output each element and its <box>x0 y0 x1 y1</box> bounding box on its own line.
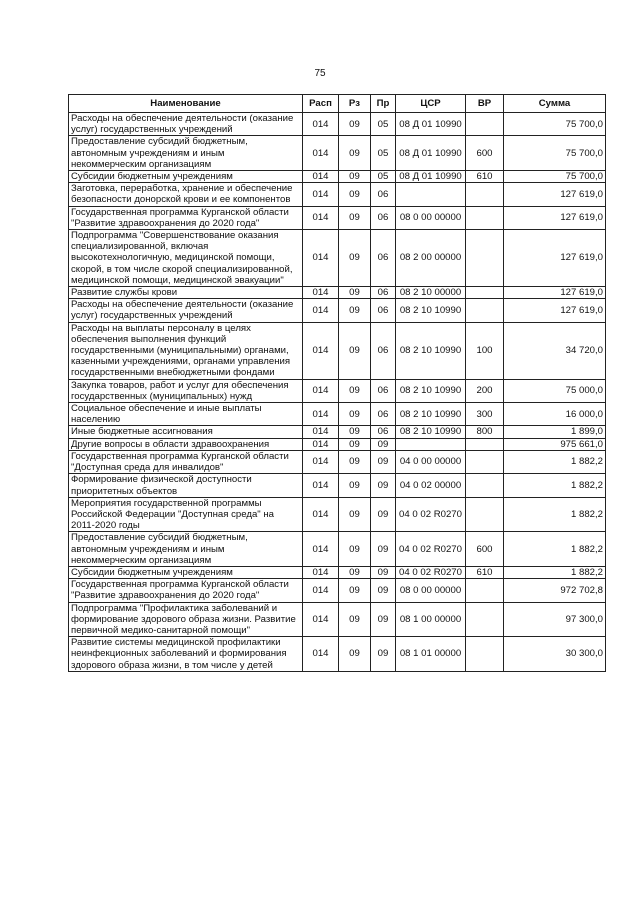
row-name: Расходы на выплаты персоналу в целях обеспечения выполнения функций государственными (муниципальными) органами, казенными учреждениями, органами управления государственными внебюджетными фондами <box>69 322 303 379</box>
row-sum: 30 300,0 <box>504 637 606 672</box>
row-rasp: 014 <box>303 230 339 287</box>
row-sum: 127 619,0 <box>504 206 606 229</box>
row-vr <box>466 450 504 473</box>
row-sum: 34 720,0 <box>504 322 606 379</box>
row-csr <box>396 183 466 206</box>
row-csr: 04 0 02 R0270 <box>396 532 466 567</box>
page-number: 75 <box>314 68 326 79</box>
row-rz: 09 <box>339 230 371 287</box>
row-rz: 09 <box>339 322 371 379</box>
row-sum: 1 882,2 <box>504 474 606 497</box>
table-row <box>69 438 606 450</box>
row-csr: 08 0 00 00000 <box>396 206 466 229</box>
row-rasp: 014 <box>303 136 339 171</box>
row-rasp: 014 <box>303 403 339 426</box>
row-vr <box>466 183 504 206</box>
row-vr: 800 <box>466 426 504 438</box>
row-name: Государственная программа Курганской области "Развитие здравоохранения до 2020 года" <box>69 579 303 602</box>
row-pr: 05 <box>371 136 396 171</box>
row-rz: 09 <box>339 637 371 672</box>
row-pr: 09 <box>371 579 396 602</box>
row-pr: 09 <box>371 450 396 473</box>
header-csr: ЦСР <box>396 95 466 113</box>
row-rasp: 014 <box>303 426 339 438</box>
row-name: Предоставление субсидий бюджетным, автономным учреждениям и иным некоммерческим организациям <box>69 136 303 171</box>
row-rasp: 014 <box>303 450 339 473</box>
row-csr: 08 Д 01 10990 <box>396 171 466 183</box>
row-rasp: 014 <box>303 438 339 450</box>
row-pr: 09 <box>371 497 396 532</box>
row-csr: 08 2 00 00000 <box>396 230 466 287</box>
row-name: Иные бюджетные ассигнования <box>69 426 303 438</box>
row-name: Мероприятия государственной программы Российской Федерации "Доступная среда" на 2011-2020 годы <box>69 497 303 532</box>
row-sum: 127 619,0 <box>504 230 606 287</box>
row-name: Подпрограмма "Профилактика заболеваний и формирование здорового образа жизни. Развитие первичной медико-санитарной помощи" <box>69 602 303 637</box>
header-sum: Сумма <box>504 95 606 113</box>
row-name: Другие вопросы в области здравоохранения <box>69 438 303 450</box>
row-vr: 600 <box>466 532 504 567</box>
row-name: Предоставление субсидий бюджетным, автономным учреждениям и иным некоммерческим организациям <box>69 532 303 567</box>
row-sum: 75 700,0 <box>504 171 606 183</box>
row-rasp: 014 <box>303 532 339 567</box>
row-csr: 04 0 02 00000 <box>396 474 466 497</box>
header-vr: ВР <box>466 95 504 113</box>
row-csr: 04 0 02 R0270 <box>396 497 466 532</box>
row-csr: 08 2 10 10990 <box>396 403 466 426</box>
row-rz: 09 <box>339 299 371 322</box>
row-csr: 08 1 01 00000 <box>396 637 466 672</box>
row-sum: 97 300,0 <box>504 602 606 637</box>
row-rasp: 014 <box>303 299 339 322</box>
row-sum: 1 899,0 <box>504 426 606 438</box>
row-rz: 09 <box>339 438 371 450</box>
row-sum: 1 882,2 <box>504 497 606 532</box>
row-rz: 09 <box>339 450 371 473</box>
row-vr: 600 <box>466 136 504 171</box>
table-row <box>69 299 606 322</box>
row-pr: 06 <box>371 183 396 206</box>
table-row <box>69 287 606 299</box>
row-sum: 1 882,2 <box>504 450 606 473</box>
row-sum: 75 700,0 <box>504 113 606 136</box>
table-row <box>69 206 606 229</box>
table-row <box>69 113 606 136</box>
row-vr: 610 <box>466 566 504 578</box>
row-sum: 1 882,2 <box>504 566 606 578</box>
row-rz: 09 <box>339 474 371 497</box>
row-sum: 75 700,0 <box>504 136 606 171</box>
row-vr <box>466 230 504 287</box>
row-sum: 127 619,0 <box>504 183 606 206</box>
row-vr <box>466 602 504 637</box>
row-vr: 200 <box>466 379 504 402</box>
row-rasp: 014 <box>303 113 339 136</box>
row-sum: 975 661,0 <box>504 438 606 450</box>
row-rz: 09 <box>339 579 371 602</box>
row-vr <box>466 206 504 229</box>
row-pr: 05 <box>371 113 396 136</box>
row-rz: 09 <box>339 403 371 426</box>
row-rz: 09 <box>339 287 371 299</box>
row-vr <box>466 637 504 672</box>
row-pr: 06 <box>371 426 396 438</box>
row-name: Формирование физической доступности приоритетных объектов <box>69 474 303 497</box>
table-row <box>69 637 606 672</box>
row-pr: 06 <box>371 206 396 229</box>
row-rasp: 014 <box>303 171 339 183</box>
row-pr: 09 <box>371 602 396 637</box>
header-name: Наименование <box>69 95 303 113</box>
row-name: Закупка товаров, работ и услуг для обеспечения государственных (муниципальных) нужд <box>69 379 303 402</box>
header-pr: Пр <box>371 95 396 113</box>
row-sum: 127 619,0 <box>504 299 606 322</box>
row-pr: 09 <box>371 566 396 578</box>
row-csr: 08 1 00 00000 <box>396 602 466 637</box>
row-name: Субсидии бюджетным учреждениям <box>69 171 303 183</box>
row-rz: 09 <box>339 183 371 206</box>
row-sum: 16 000,0 <box>504 403 606 426</box>
table-row <box>69 602 606 637</box>
table-row <box>69 322 606 379</box>
row-vr <box>466 299 504 322</box>
row-name: Субсидии бюджетным учреждениям <box>69 566 303 578</box>
table-row <box>69 450 606 473</box>
table-row <box>69 579 606 602</box>
row-csr: 08 Д 01 10990 <box>396 113 466 136</box>
row-name: Социальное обеспечение и иные выплаты населению <box>69 403 303 426</box>
row-sum: 127 619,0 <box>504 287 606 299</box>
header-rz: Рз <box>339 95 371 113</box>
row-rz: 09 <box>339 113 371 136</box>
table-row <box>69 379 606 402</box>
row-name: Развитие системы медицинской профилактики неинфекционных заболеваний и формирования здорового образа жизни, в том числе у детей <box>69 637 303 672</box>
header-rasp: Расп <box>303 95 339 113</box>
row-vr <box>466 438 504 450</box>
table-row <box>69 230 606 287</box>
row-rz: 09 <box>339 566 371 578</box>
row-rz: 09 <box>339 532 371 567</box>
row-pr: 09 <box>371 532 396 567</box>
row-sum: 972 702,8 <box>504 579 606 602</box>
row-rasp: 014 <box>303 637 339 672</box>
row-rz: 09 <box>339 602 371 637</box>
row-rasp: 014 <box>303 602 339 637</box>
table-row <box>69 403 606 426</box>
table-row <box>69 497 606 532</box>
row-name: Развитие службы крови <box>69 287 303 299</box>
row-rz: 09 <box>339 171 371 183</box>
table-row <box>69 426 606 438</box>
row-pr: 09 <box>371 438 396 450</box>
row-csr: 08 Д 01 10990 <box>396 136 466 171</box>
row-vr: 610 <box>466 171 504 183</box>
row-csr: 04 0 00 00000 <box>396 450 466 473</box>
row-sum: 1 882,2 <box>504 532 606 567</box>
row-vr <box>466 287 504 299</box>
row-csr: 08 2 10 10990 <box>396 322 466 379</box>
table-header-row <box>69 95 606 113</box>
row-name: Государственная программа Курганской области "Доступная среда для инвалидов" <box>69 450 303 473</box>
row-pr: 09 <box>371 637 396 672</box>
row-csr: 08 2 10 00000 <box>396 287 466 299</box>
row-pr: 06 <box>371 322 396 379</box>
table-row <box>69 136 606 171</box>
row-rasp: 014 <box>303 474 339 497</box>
row-vr <box>466 474 504 497</box>
row-name: Государственная программа Курганской области "Развитие здравоохранения до 2020 года" <box>69 206 303 229</box>
table-row <box>69 183 606 206</box>
row-rz: 09 <box>339 136 371 171</box>
table-row <box>69 566 606 578</box>
table-row <box>69 171 606 183</box>
row-csr: 08 2 10 10990 <box>396 426 466 438</box>
row-vr <box>466 497 504 532</box>
row-name: Расходы на обеспечение деятельности (оказание услуг) государственных учреждений <box>69 299 303 322</box>
row-vr: 100 <box>466 322 504 379</box>
row-rz: 09 <box>339 379 371 402</box>
row-rasp: 014 <box>303 379 339 402</box>
row-pr: 06 <box>371 379 396 402</box>
row-rasp: 014 <box>303 579 339 602</box>
row-pr: 06 <box>371 287 396 299</box>
row-pr: 05 <box>371 171 396 183</box>
table-row <box>69 474 606 497</box>
row-rasp: 014 <box>303 287 339 299</box>
row-vr <box>466 579 504 602</box>
row-pr: 06 <box>371 230 396 287</box>
row-csr: 08 2 10 10990 <box>396 299 466 322</box>
table-row <box>69 532 606 567</box>
row-vr <box>466 113 504 136</box>
row-rz: 09 <box>339 206 371 229</box>
row-csr <box>396 438 466 450</box>
row-rz: 09 <box>339 497 371 532</box>
row-csr: 08 2 10 10990 <box>396 379 466 402</box>
row-pr: 09 <box>371 474 396 497</box>
row-name: Заготовка, переработка, хранение и обеспечение безопасности донорской крови и ее компонентов <box>69 183 303 206</box>
row-name: Подпрограмма "Совершенствование оказания специализированной, включая высокотехнологичную, медицинской помощи, скорой, в том числе скорой специализированной, медицинской помощи, медицинской эвакуации" <box>69 230 303 287</box>
row-name: Расходы на обеспечение деятельности (оказание услуг) государственных учреждений <box>69 113 303 136</box>
row-rasp: 014 <box>303 322 339 379</box>
row-rasp: 014 <box>303 206 339 229</box>
row-pr: 06 <box>371 403 396 426</box>
row-rasp: 014 <box>303 566 339 578</box>
row-csr: 04 0 02 R0270 <box>396 566 466 578</box>
row-csr: 08 0 00 00000 <box>396 579 466 602</box>
budget-table <box>68 94 606 672</box>
row-sum: 75 000,0 <box>504 379 606 402</box>
row-rasp: 014 <box>303 183 339 206</box>
row-vr: 300 <box>466 403 504 426</box>
row-rasp: 014 <box>303 497 339 532</box>
row-rz: 09 <box>339 426 371 438</box>
row-pr: 06 <box>371 299 396 322</box>
